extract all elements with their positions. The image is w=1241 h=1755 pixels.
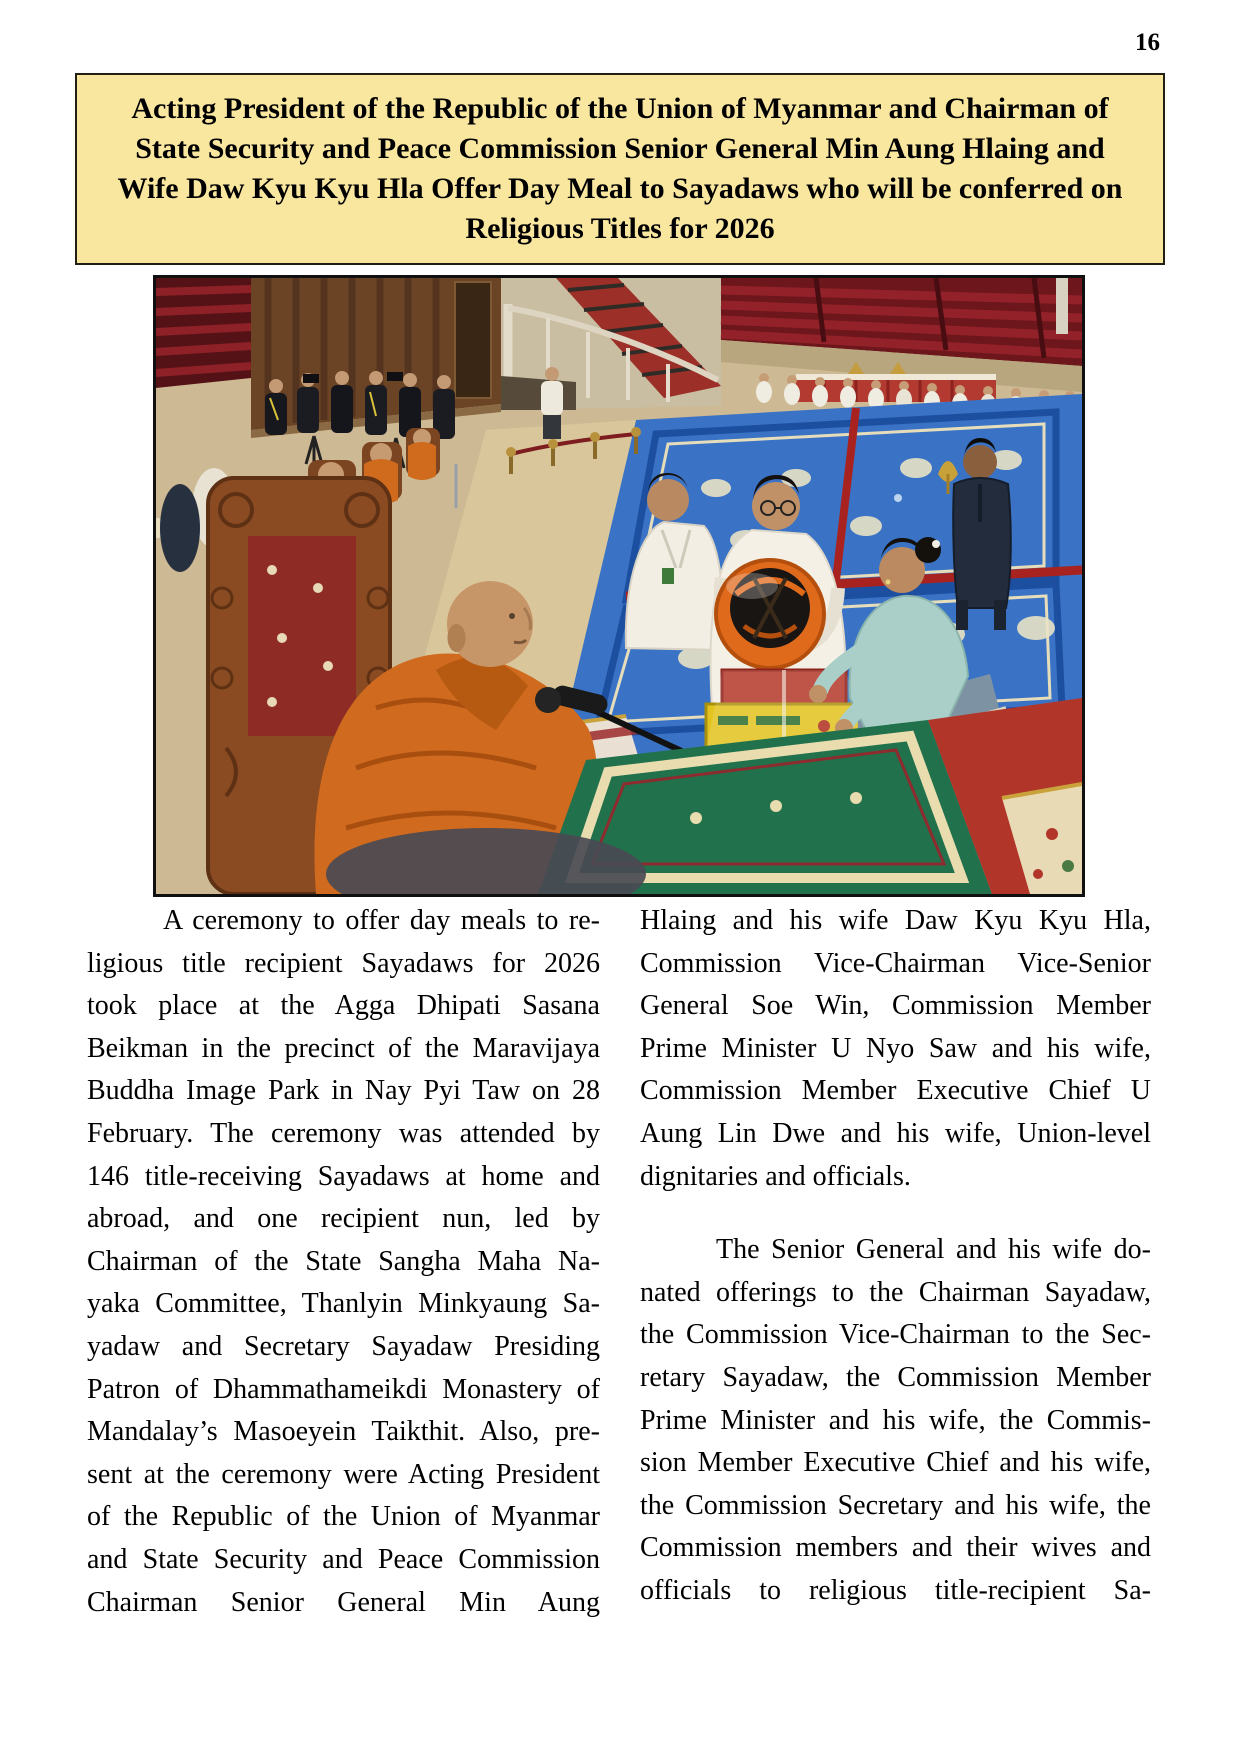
title-line: Wife Daw Kyu Kyu Hla Offer Day Meal to Sayadaws who will be conferred on [117,172,1123,205]
text-line: The Senior General and his wife do- [716,1234,1151,1266]
text-line: Commission members and their wives and [640,1532,1151,1564]
text-line: abroad, and one recipient nun, led by [87,1203,600,1235]
text-line: Hlaing and his wife Daw Kyu Kyu Hla, [640,905,1151,936]
text-line: Prime Minister U Nyo Saw and his wife, [640,1032,1151,1064]
text-line: Beikman in the precinct of the Maravijaya [87,1032,600,1064]
text-line: Chairman Senior General Min Aung [87,1586,600,1618]
text-line: and State Security and Peace Commission [87,1543,600,1575]
text-line: 146 title-receiving Sayadaws at home and [87,1160,600,1192]
text-line: sion Member Executive Chief and his wife, [640,1447,1151,1479]
gift-basket [716,560,824,668]
text-line: February. The ceremony was attended by [87,1117,600,1149]
text-line: Commission Member Executive Chief U [640,1075,1151,1107]
text-line: yadaw and Secretary Sayadaw Presiding [87,1330,600,1362]
ceremony-photo [153,275,1085,897]
text-line: Buddha Image Park in Nay Pyi Taw on 28 [87,1075,600,1107]
title-line: State Security and Peace Commission Senior General Min Aung Hlaing and [135,132,1105,165]
page-number: 16 [1135,29,1160,56]
camera [303,374,319,383]
text-line: dignitaries and officials. [640,1160,911,1192]
text-line: Mandalay’s Masoeyein Taikthit. Also, pre- [87,1416,600,1448]
text-line: General Soe Win, Commission Member [640,990,1151,1022]
text-line: Aung Lin Dwe and his wife, Union-level [640,1117,1151,1149]
badge [662,568,674,584]
text-line: Chairman of the State Sangha Maha Na- [87,1245,600,1277]
text-line: the Commission Vice-Chairman to the Sec- [640,1319,1151,1351]
text-line: Prime Minister and his wife, the Commis- [640,1404,1151,1436]
text-line: sent at the ceremony were Acting President [87,1458,600,1490]
text-line: Commission Vice-Chairman Vice-Senior [640,947,1151,979]
article-column-right [640,900,1151,1613]
text-line: nated offerings to the Chairman Sayadaw, [640,1276,1151,1308]
ceremony-photo-illustration [156,278,1082,894]
text-line: the Commission Secretary and his wife, the [640,1489,1151,1521]
title-line: Acting President of the Republic of the Union of Myanmar and Chairman of [131,92,1109,125]
doorway [455,282,491,398]
text-line: retary Sayadaw, the Commission Member [640,1361,1151,1393]
auditorium-seats-left [156,278,251,388]
text-line: ligious title recipient Sayadaws for 2026 [87,947,600,979]
pillar [1056,278,1068,334]
title-line: Religious Titles for 2026 [465,212,775,245]
attendant-dark [160,484,200,572]
staircase [501,278,721,410]
text-line: yaka Committee, Thanlyin Minkyaung Sa- [87,1288,600,1320]
article-title-banner [75,73,1165,265]
text-line: Patron of Dhammathameikdi Monastery of [87,1373,600,1405]
article-column-left [87,900,600,1624]
text-line: A ceremony to offer day meals to re- [163,905,600,936]
camera [387,372,403,381]
text-line: officials to religious title-recipient Sa- [640,1574,1151,1606]
text-line: of the Republic of the Union of Myanmar [87,1501,600,1533]
text-line: took place at the Agga Dhipati Sasana [87,990,600,1022]
